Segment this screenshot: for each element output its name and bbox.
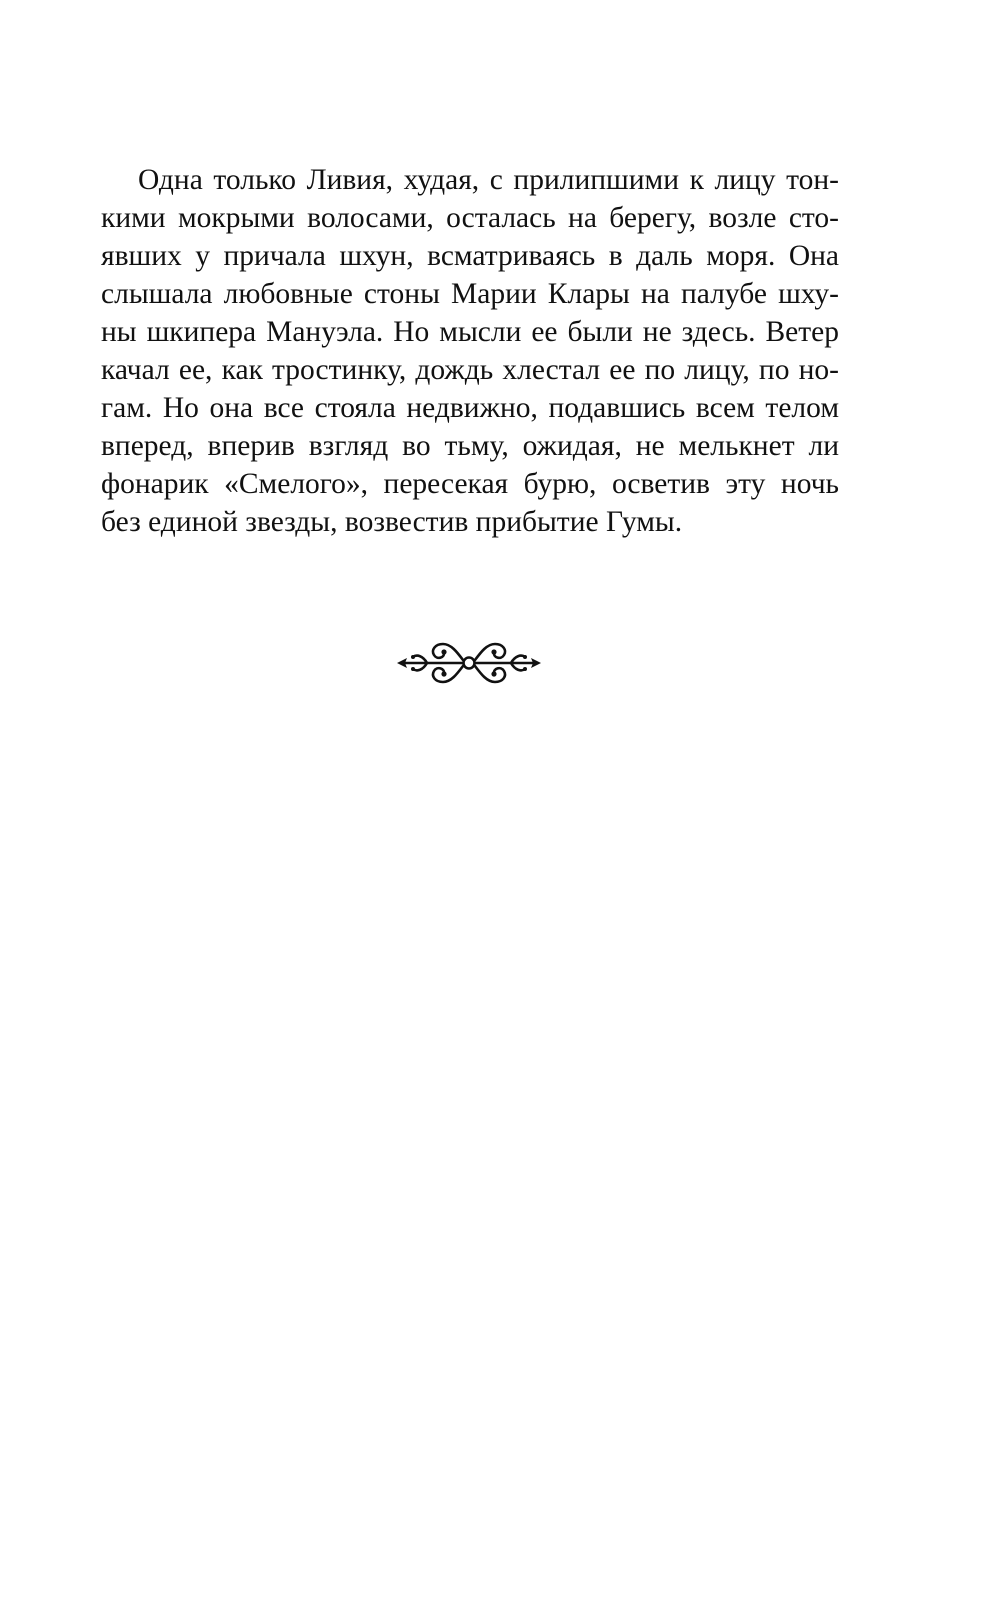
text-line: ны шкипера Мануэла. Но мысли ее были не здесь. Ветер	[101, 316, 839, 348]
body-paragraph	[101, 161, 839, 541]
text-line: Одна только Ливия, худая, с прилипшими к лицу тон-	[138, 164, 839, 196]
text-line: кими мокрыми волосами, осталась на берегу, возле сто-	[101, 202, 839, 234]
text-line: гам. Но она все стояла недвижно, подавшись всем телом	[101, 392, 839, 424]
text-line: вперед, вперив взгляд во тьму, ожидая, не мелькнет ли	[101, 430, 839, 462]
text-line: качал ее, как тростинку, дождь хлестал ее по лицу, по но-	[101, 354, 839, 386]
text-line: без единой звезды, возвестив прибытие Гумы.	[101, 506, 683, 538]
text-line: слышала любовные стоны Марии Клары на палубе шху-	[101, 278, 839, 310]
decorative-scroll-vignette-icon	[395, 630, 543, 694]
text-line: явших у причала шхун, всматриваясь в даль моря. Она	[101, 240, 839, 272]
text-line: фонарик «Смелого», пересекая бурю, осветив эту ночь	[101, 468, 839, 500]
